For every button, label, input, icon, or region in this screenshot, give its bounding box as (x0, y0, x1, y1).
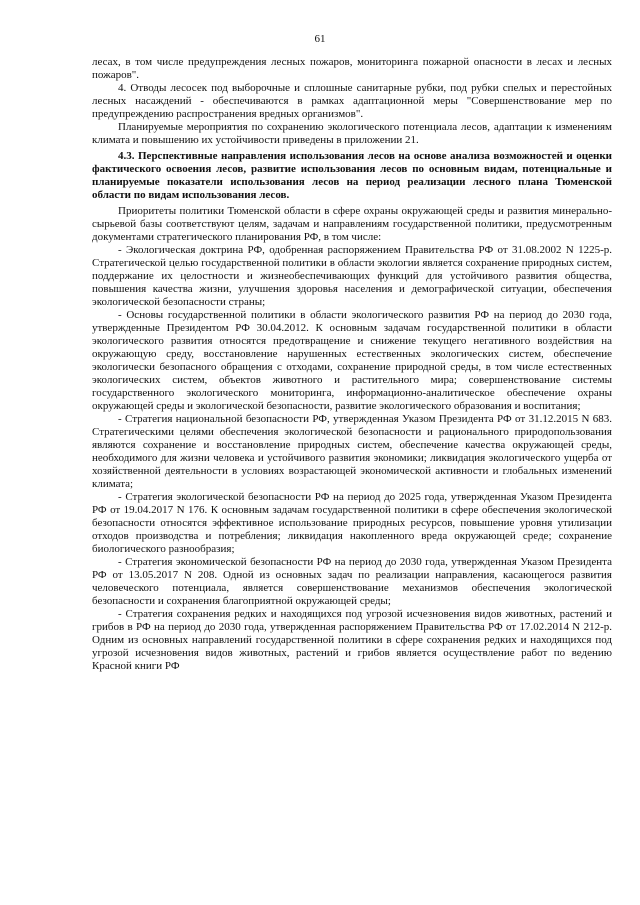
paragraph-priorities: Приоритеты политики Тюменской области в сфере охраны окружающей среды и развития минерально-сырьевой базы соответствуют целям, задачам и направлениям государственной политики, предусмотренным документами стратегического планирования РФ, в том числе: (92, 205, 612, 243)
page-number: 61 (314, 33, 326, 45)
list-item-ecological-doctrine: - Экологическая доктрина РФ, одобренная распоряжением Правительства РФ от 31.08.2002 N 1225-р. Стратегической целью государственной политики в области экологии является сохранение природных систем, поддержание их целостности и жизнеобеспечивающих функций для устойчивого развития общества, повышения качества жизни, улучшения здоровья населения и демографической ситуации, обеспечения экологической безопасности страны; (92, 244, 612, 308)
list-item-economic-security-strategy: - Стратегия экономической безопасности РФ на период до 2030 года, утвержденная Указом Президента РФ от 13.05.2017 N 208. Одной из основных задач по реализации направления, касающегося развития человеческого потенциала, является совершенствование механизмов обеспечения экологической безопасности и сохранения благоприятной окружающей среды; (92, 556, 612, 607)
paragraph-planned-measures: Планируемые мероприятия по сохранению экологического потенциала лесов, адаптации к изменениям климата и повышению их устойчивости приведены в приложении 21. (92, 121, 612, 146)
list-item-national-security-strategy: - Стратегия национальной безопасности РФ, утвержденная Указом Президента РФ от 31.12.2015 N 683. Стратегическими целями обеспечения экологической безопасности и рационального природопользования являются сохранение и восстановление природных систем, обеспечение качества окружающей среды, необходимого для жизни человека и устойчивого развития экономики; ликвидация экологического ущерба от хозяйственной деятельности в условиях возрастающей экономической активности и глобальных изменений климата; (92, 413, 612, 490)
list-item-rare-species-strategy: - Стратегия сохранения редких и находящихся под угрозой исчезновения видов животных, растений и грибов в РФ на период до 2030 года, утвержденная распоряжением Правительства РФ от 17.02.2014 N 212-р. Одним из основных направлений государственной политики в сфере сохранения редких и находящихся под угрозой исчезновения видов животных, растений и грибов является осуществление работ по ведению Красной книги РФ (92, 608, 612, 672)
paragraph-continuation: лесах, в том числе предупреждения лесных пожаров, мониторинга пожарной опасности в лесах и лесных пожаров". (92, 56, 612, 81)
section-heading-4-3: 4.3. Перспективные направления использования лесов на основе анализа возможностей и оценки фактического освоения лесов, развитие использования лесов по основным видам, потенциальные и планируемые показатели использования лесов на период реализации лесного плана Тюменской области по видам использования лесов. (92, 150, 612, 201)
paragraph-item-4: 4. Отводы лесосек под выборочные и сплошные санитарные рубки, под рубки спелых и перестойных лесных насаждений - обеспечиваются в рамках адаптационной меры "Совершенствование мер по предупреждению распространения вредных организмов". (92, 82, 612, 120)
document-body (92, 56, 612, 673)
list-item-policy-basics: - Основы государственной политики в области экологического развития РФ на период до 2030 года, утвержденные Президентом РФ 30.04.2012. К основным задачам государственной политики в области экологического развития относятся предотвращение и снижение текущего негативного воздействия на окружающую среду, восстановление нарушенных естественных экологических систем, обеспечение экологически безопасного обращения с отходами, сохранение природной среды, в том числе естественных экологических систем, объектов животного и растительного мира; совершенствование системы государственного экологического мониторинга, информационно-аналитическое обеспечение охраны окружающей среды и экологической безопасности, развитие экологического образования и воспитания; (92, 309, 612, 412)
list-item-ecological-security-strategy: - Стратегия экологической безопасности РФ на период до 2025 года, утвержденная Указом Президента РФ от 19.04.2017 N 176. К основным задачам государственной политики в сфере обеспечения экологической безопасности относятся эффективное использование природных ресурсов, повышение уровня утилизации отходов производства и потребления; ликвидация накопленного вреда окружающей среде; сохранение биологического разнообразия; (92, 491, 612, 555)
